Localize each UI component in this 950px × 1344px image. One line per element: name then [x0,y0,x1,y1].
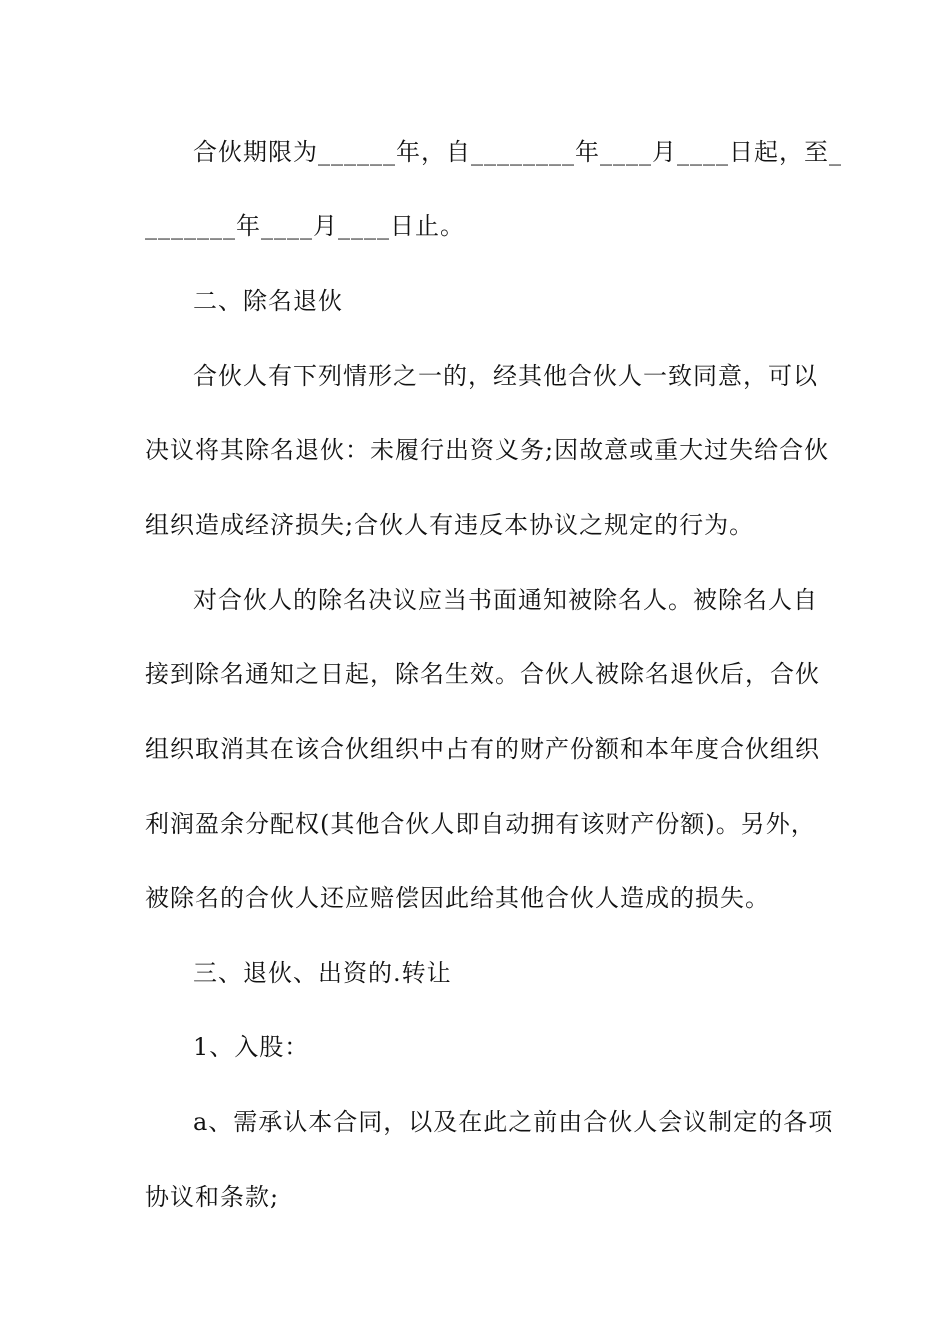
paragraph-line: 合伙人有下列情形之一的，经其他合伙人一致同意，可以 [193,362,818,390]
paragraph-line: 被除名的合伙人还应赔偿因此给其他合伙人造成的损失。 [145,884,770,912]
subsection-heading-shares: 1、入股： [193,1033,310,1061]
paragraph-line: 组织取消其在该合伙组织中占有的财产份额和本年度合伙组织 [145,735,820,763]
list-item-a-continued: 协议和条款; [145,1183,280,1211]
paragraph-line: 组织造成经济损失;合伙人有违反本协议之规定的行为。 [145,511,755,539]
paragraph-line: 决议将其除名退伙：未履行出资义务;因故意或重大过失给合伙 [145,436,830,464]
section-heading-expulsion: 二、除名退伙 [193,287,343,315]
list-item-a: a、需承认本合同，以及在此之前由合伙人会议制定的各项 [193,1108,834,1136]
paragraph-line: 利润盈余分配权(其他合伙人即自动拥有该财产份额)。另外， [145,810,816,838]
paragraph-line: 接到除名通知之日起，除名生效。合伙人被除名退伙后，合伙 [145,660,820,688]
term-period-line-continued: _______年____月____日止。 [145,212,465,240]
section-heading-withdrawal-transfer: 三、退伙、出资的.转让 [193,959,452,987]
paragraph-line: 对合伙人的除名决议应当书面通知被除名人。被除名人自 [193,586,818,614]
term-period-line: 合伙期限为______年，自________年____月____日起，至_ [193,138,842,166]
